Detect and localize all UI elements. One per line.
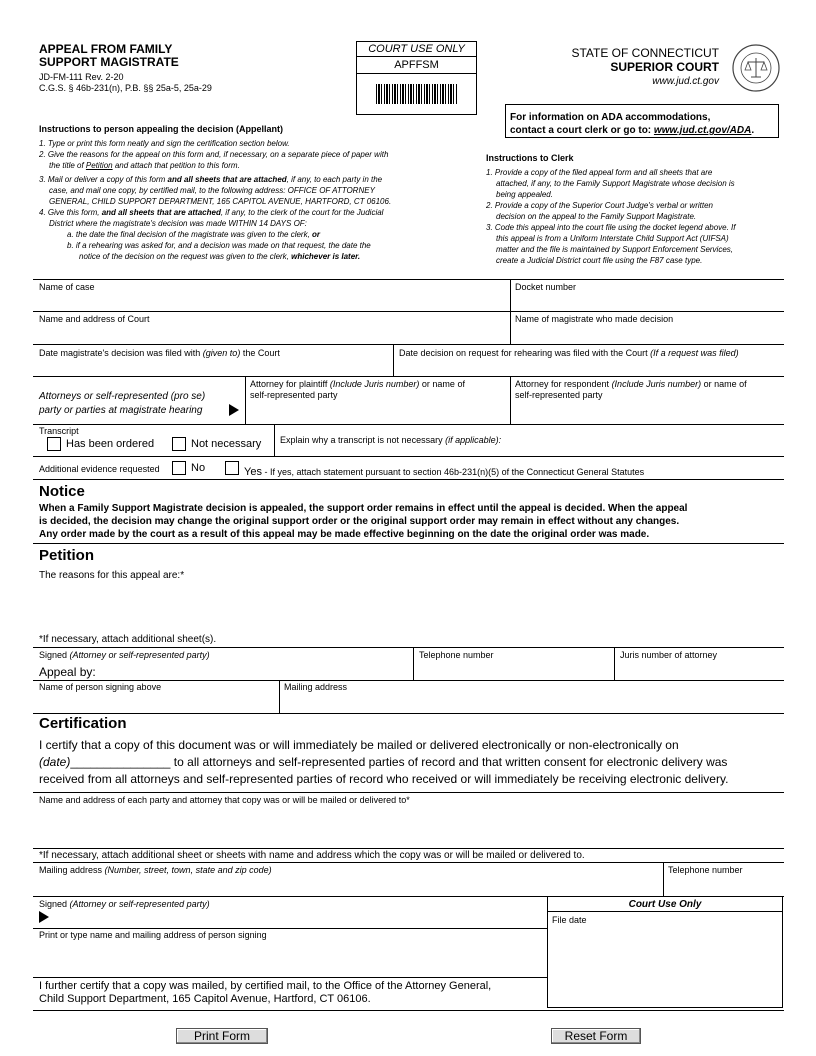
certification-line-1: I certify that a copy of this document was or will immediately be mailed or delivered electronically or non-electronically on xyxy=(39,738,679,752)
clerk-item-1b: attached, if any, to the Family Support Magistrate whose decision is xyxy=(496,179,735,188)
respondent-atty-italic: (Include Juris number) xyxy=(611,379,702,389)
plaintiff-atty-pre: Attorney for plaintiff xyxy=(250,379,330,389)
explain-pre: Explain why a transcript is not necessary xyxy=(280,435,446,445)
appeal-by-label: Appeal by: xyxy=(39,665,96,679)
petition-signed-pre: Signed xyxy=(39,650,70,660)
appellant-item-4d: b. if a rehearing was asked for, and a decision was made on that request, the date the xyxy=(67,241,371,250)
item3a-pre: 3. Mail or deliver a copy of this form xyxy=(39,175,168,184)
cert-date-label: (date) xyxy=(39,755,71,769)
ada-line-1: For information on ADA accommodations, xyxy=(510,112,711,123)
decision-date-input[interactable] xyxy=(34,358,391,375)
item4a-post: , if any, to the clerk of the court for the Judicial xyxy=(220,208,384,217)
certification-text xyxy=(39,737,789,788)
docket-number-input[interactable] xyxy=(512,292,782,310)
respondent-atty-pre: Attorney for respondent xyxy=(515,379,612,389)
magistrate-name-label: Name of magistrate who made decision xyxy=(515,314,674,324)
clerk-item-3b: this appeal is from a Uniform Interstate Child Support Act (UIFSA) xyxy=(496,234,729,243)
attorneys-label xyxy=(39,390,205,418)
cert-signed-label xyxy=(39,899,210,909)
plaintiff-atty-post: or name of xyxy=(419,379,465,389)
explain-italic: (if applicable): xyxy=(445,435,502,445)
item3a-bold: and all sheets that are attached xyxy=(167,175,287,184)
petition-mailing-label: Mailing address xyxy=(284,682,348,692)
plaintiff-attorney-input[interactable] xyxy=(247,401,508,423)
ada-link[interactable]: www.jud.ct.gov/ADA xyxy=(653,125,752,136)
cert-mailing-input[interactable] xyxy=(34,876,661,894)
cert-if-necessary: *If necessary, attach additional sheet or sheets with name and address which the copy was or will be mailed or delivered to. xyxy=(39,850,585,861)
petition-reasons-label: The reasons for this appeal are:* xyxy=(39,570,185,581)
evidence-yes-text: Yes xyxy=(244,466,262,478)
explain-transcript-input[interactable] xyxy=(500,428,782,454)
has-been-ordered-label: Has been ordered xyxy=(66,438,155,450)
certification-line-2 xyxy=(39,754,789,771)
decision-date-label xyxy=(39,348,280,358)
name-of-case-input[interactable] xyxy=(34,292,508,310)
evidence-no-checkbox[interactable] xyxy=(172,461,186,475)
clerk-instructions-heading: Instructions to Clerk xyxy=(486,153,574,163)
clerk-item-1c: being appealed. xyxy=(496,190,553,199)
cert-mailing-label xyxy=(39,865,272,875)
further-certify-2: Child Support Department, 165 Capitol Avenue, Hartford, CT 06106. xyxy=(39,993,371,1005)
petition-mailing-input[interactable] xyxy=(281,692,782,711)
plaintiff-atty-italic: (Include Juris number) xyxy=(329,379,420,389)
petition-telephone-input[interactable] xyxy=(415,660,612,678)
item4c-bold: or xyxy=(312,230,321,239)
notice-line-1: When a Family Support Magistrate decision is appealed, the support order remains in effect until the appeal is decided. When the appeal xyxy=(39,503,688,514)
not-necessary-checkbox[interactable] xyxy=(172,437,186,451)
appellant-item-2a: 2. Give the reasons for the appeal on this form and, if necessary, on a separate piece of paper with xyxy=(39,150,389,159)
petition-reasons-input[interactable] xyxy=(34,583,782,633)
court-seal-icon xyxy=(731,43,781,93)
title-line-1: APPEAL FROM FAMILY xyxy=(39,42,173,56)
item4e-bold: whichever is later. xyxy=(291,252,361,261)
clerk-item-2a: 2. Provide a copy of the Superior Court Judge's verbal or written xyxy=(486,201,713,210)
court-address-input[interactable] xyxy=(34,324,508,342)
item2b-petition: Petition xyxy=(85,161,113,170)
cert-mailing-italic: (Number, street, town, state and zip code) xyxy=(104,865,272,875)
appellant-instructions-heading: Instructions to person appealing the decision (Appellant) xyxy=(39,124,284,134)
rehearing-date-input[interactable] xyxy=(396,358,782,375)
cert-date-blank[interactable]: _______________ xyxy=(70,755,171,769)
has-been-ordered-checkbox[interactable] xyxy=(47,437,61,451)
certification-line-3: received from all attorneys and self-represented parties of record who received or will immediately be receiving electronic delivery. xyxy=(39,772,729,786)
petition-heading: Petition xyxy=(39,547,94,564)
petition-signed-label xyxy=(39,650,210,660)
print-name-label: Print or type name and mailing address of person signing xyxy=(39,930,267,940)
appellant-item-4a xyxy=(39,207,479,218)
print-form-button[interactable]: Print Form xyxy=(176,1028,268,1044)
item4e-pre: notice of the decision on the request was given to the clerk, xyxy=(79,252,292,261)
signature-arrow-icon xyxy=(39,911,49,923)
print-name-input[interactable] xyxy=(34,941,545,975)
file-date-label: File date xyxy=(552,915,587,925)
appellant-item-3b: case, and mail one copy, by certified mail, to the following address: OFFICE OF ATTORNEY xyxy=(49,186,375,195)
cert-telephone-input[interactable] xyxy=(665,876,782,894)
title-line-2: SUPPORT MAGISTRATE xyxy=(39,55,179,69)
cert-name-address-label: Name and address of each party and attorney that copy was or will be mailed or delivered to* xyxy=(39,795,410,805)
decision-date-italic: (given to) xyxy=(202,348,241,358)
ada-box xyxy=(505,104,779,138)
form-code: APFFSM xyxy=(357,57,476,74)
appellant-item-3a xyxy=(39,174,479,185)
juris-number-input[interactable] xyxy=(616,660,782,678)
notice-line-3: Any order made by the court as a result of this appeal may be made effective beginning on the date the original order was made. xyxy=(39,529,650,540)
rehearing-date-italic: (If a request was filed) xyxy=(650,348,739,358)
item4c-pre: a. the date the final decision of the magistrate was given to the clerk, xyxy=(67,230,313,239)
court-use-label: COURT USE ONLY xyxy=(357,42,476,57)
further-certify-text xyxy=(39,980,491,1006)
item4a-bold: and all sheets that are attached xyxy=(101,208,221,217)
petition-signed-italic: (Attorney or self-represented party) xyxy=(69,650,210,660)
cert-name-address-input[interactable] xyxy=(34,806,782,846)
docket-number-label: Docket number xyxy=(515,282,577,292)
evidence-no-label: No xyxy=(191,462,206,474)
court-website: www.jud.ct.gov xyxy=(652,76,719,87)
not-necessary-label: Not necessary xyxy=(191,438,262,450)
item2b-post: and attach that petition to this form. xyxy=(112,161,240,170)
attorneys-label-1: Attorneys or self-represented (pro se) xyxy=(39,391,206,402)
court-use-box xyxy=(356,41,477,115)
name-of-case-label: Name of case xyxy=(39,282,95,292)
item4a-pre: 4. Give this form, xyxy=(39,208,102,217)
appellant-item-4e xyxy=(39,251,479,262)
clerk-item-3d: create a Judicial District court file using the F87 case type. xyxy=(496,256,703,265)
name-signing-input[interactable] xyxy=(34,692,277,711)
evidence-yes-note: - If yes, attach statement pursuant to section 46b-231(n)(5) of the Connecticut General Statutes xyxy=(261,467,645,477)
plaintiff-attorney-label xyxy=(250,379,465,401)
further-certify-1: I further certify that a copy was mailed, by certified mail, to the Office of the Attorney General, xyxy=(39,980,492,992)
respondent-attorney-input[interactable] xyxy=(512,401,782,423)
ada-prefix: contact a court clerk or go to: xyxy=(510,125,654,136)
respondent-atty-2: self-represented party xyxy=(515,390,603,400)
clerk-item-3a: 3. Code this appeal into the court file using the docket legend above. If xyxy=(486,223,736,232)
juris-number-label: Juris number of attorney xyxy=(620,650,718,660)
name-signing-label: Name of person signing above xyxy=(39,682,162,692)
appellant-item-1: 1. Type or print this form neatly and sign the certification section below. xyxy=(39,139,290,148)
decision-date-pre: Date magistrate's decision was filed with xyxy=(39,348,203,358)
item3a-post: , if any, to each party in the xyxy=(286,175,383,184)
respondent-atty-post: or name of xyxy=(701,379,747,389)
arrow-right-icon xyxy=(229,404,239,416)
rehearing-date-pre: Date decision on request for rehearing was filed with the Court xyxy=(399,348,651,358)
notice-line-2: is decided, the decision may change the original support order or the original support order may remain in effect without any changes. xyxy=(39,516,680,527)
evidence-yes-checkbox[interactable] xyxy=(225,461,239,475)
court-use-only-box xyxy=(547,896,783,1008)
petition-signature-input[interactable] xyxy=(110,660,410,678)
clerk-item-3c: matter and the file is maintained by Support Enforcement Services, xyxy=(496,245,734,254)
form-title xyxy=(39,43,179,69)
notice-heading: Notice xyxy=(39,483,85,500)
plaintiff-atty-2: self-represented party xyxy=(250,390,338,400)
court-header xyxy=(571,46,719,88)
appellant-item-2b xyxy=(39,160,479,171)
petition-if-necessary: *If necessary, attach additional sheet(s). xyxy=(39,634,217,645)
appellant-item-3c: GENERAL, CHILD SUPPORT DEPARTMENT, 165 CAPITOL AVENUE, HARTFORD, CT 06106. xyxy=(49,197,392,206)
court-use-only-label: Court Use Only xyxy=(548,897,782,912)
respondent-attorney-label xyxy=(515,379,747,401)
appellant-instructions xyxy=(39,138,479,262)
additional-evidence-label: Additional evidence requested xyxy=(39,464,160,474)
cert-signature-input[interactable] xyxy=(54,909,544,927)
item2b-pre: the title of xyxy=(49,161,86,170)
statutes: C.G.S. § 46b-231(n), P.B. §§ 25a-5, 25a-29 xyxy=(39,83,212,93)
appellant-item-4c xyxy=(39,229,479,240)
ada-suffix: . xyxy=(751,125,755,136)
barcode xyxy=(376,84,458,104)
explain-transcript-label xyxy=(280,435,501,445)
court-address-label: Name and address of Court xyxy=(39,314,150,324)
ada-line-2 xyxy=(510,124,778,137)
cert-mailing-pre: Mailing address xyxy=(39,865,105,875)
magistrate-name-input[interactable] xyxy=(512,324,782,342)
cert-signed-italic: (Attorney or self-represented party) xyxy=(69,899,210,909)
rehearing-date-label xyxy=(399,348,739,358)
form-number: JD-FM-111 Rev. 2-20 xyxy=(39,72,124,82)
petition-telephone-label: Telephone number xyxy=(419,650,494,660)
appellant-item-4b: District where the magistrate's decision was made WITHIN 14 DAYS OF: xyxy=(49,219,307,228)
notice-text xyxy=(39,502,789,541)
cert-signed-pre: Signed xyxy=(39,899,70,909)
clerk-instructions xyxy=(486,167,786,266)
cert-line-2-post: to all attorneys and self-represented parties of record and that written consent for electronic delivery was xyxy=(170,755,728,769)
court-name: SUPERIOR COURT xyxy=(610,60,719,74)
cert-telephone-label: Telephone number xyxy=(668,865,743,875)
decision-date-post: the Court xyxy=(240,348,280,358)
clerk-item-2b: decision on the appeal to the Family Support Magistrate. xyxy=(496,212,697,221)
certification-heading: Certification xyxy=(39,715,127,732)
evidence-yes-label xyxy=(244,462,644,480)
transcript-label: Transcript xyxy=(39,426,79,436)
clerk-item-1a: 1. Provide a copy of the filed appeal form and all sheets that are xyxy=(486,168,713,177)
reset-form-button[interactable]: Reset Form xyxy=(551,1028,641,1044)
state-name: STATE OF CONNECTICUT xyxy=(571,46,719,60)
attorneys-label-2: party or parties at magistrate hearing xyxy=(39,405,203,416)
